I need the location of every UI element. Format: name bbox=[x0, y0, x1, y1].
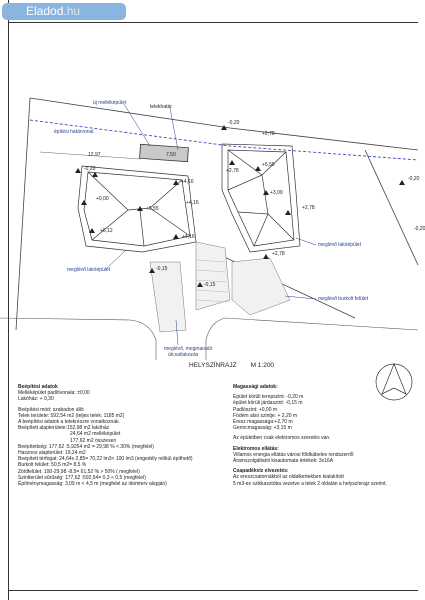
data-line: Villamos energia ellátás városi földkábeles rendszerről bbox=[233, 451, 354, 458]
drawing-title-name: HELYSZÍNRAJZ bbox=[189, 362, 237, 369]
level-value: -0,20 bbox=[414, 226, 425, 232]
plot-boundary bbox=[30, 98, 418, 150]
label-new-outbuilding: új melléképület bbox=[93, 100, 127, 106]
data-line: Gerincmagasság: +3,15 m bbox=[233, 425, 292, 432]
data-line: Építménymagasság: 3,09 m < 4,5 m (megfelel az idomterv alapján) bbox=[18, 481, 167, 488]
heading-rainwater: Csapadékvíz elvezetés: bbox=[233, 468, 289, 475]
data-line: Melléképület padlóvonala: ±0,00 bbox=[18, 390, 90, 397]
level-value: +4,16 bbox=[186, 200, 199, 206]
data-line: Telek területe: 592,54 m2 (teljes telek: 1185 m2) bbox=[18, 412, 125, 419]
level-value: +4,16 bbox=[182, 234, 195, 240]
data-line: Eresz magassága:+2,70 m bbox=[233, 419, 293, 426]
data-line: Hasznos alapterület: 19,24 m2 bbox=[18, 450, 86, 457]
access-road bbox=[0, 318, 418, 360]
logo-suffix: .hu bbox=[63, 4, 81, 18]
level-value: +4,16 bbox=[181, 179, 194, 185]
data-line: Beépítési mód: szabadon álló bbox=[18, 406, 84, 413]
drawing-title bbox=[189, 362, 274, 369]
data-line: 24,64 m2 melléképület bbox=[70, 431, 121, 438]
data-line: Szintterület sűrűség: 177,62 :592,54= 0,3 < 0,5 (megfelel) bbox=[18, 474, 146, 481]
new-outbuilding bbox=[140, 144, 189, 161]
level-value: +0,00 bbox=[96, 196, 109, 202]
label-existing-access-2: útcsatlakozás bbox=[168, 352, 199, 358]
label-dim-750: 7,50 bbox=[166, 152, 176, 158]
data-line: 5 m3-es szikkasztóba vezetve a telek 2 oldalán a helyszínrajz szerint. bbox=[233, 480, 387, 487]
data-line: 177,62 m2 összesen bbox=[70, 437, 117, 444]
data-line: Lakóház: + 0,30 bbox=[18, 396, 54, 403]
heading-height-data: Magassági adatok: bbox=[233, 384, 278, 390]
label-dim-1297: 12,97 bbox=[88, 152, 101, 158]
heading-building-data: Beépítési adatok bbox=[18, 384, 58, 390]
level-value: +2,78 bbox=[226, 168, 239, 174]
label-existing-house-right: meglévő lakóépület bbox=[318, 242, 362, 248]
level-value: -0,20 bbox=[84, 166, 96, 172]
level-value: +2,78 bbox=[262, 131, 275, 137]
eladod-logo-badge[interactable] bbox=[2, 3, 126, 20]
data-line: Beépített térfogat: 24,64x 2,85= 70,22 lm3< 100 lm3 (engedély nélkül építhető) bbox=[18, 456, 193, 463]
level-value: +2,78 bbox=[302, 205, 315, 211]
label-building-line: építési határvonal bbox=[54, 129, 94, 135]
level-value: -0,20 bbox=[228, 120, 240, 126]
drawing-scale: M 1:200 bbox=[250, 362, 275, 369]
level-value: -0,15 bbox=[204, 282, 216, 288]
leader-lines bbox=[106, 104, 316, 345]
data-line: A beépítési adatok a telekrészre vonatkoznak. bbox=[18, 419, 121, 426]
logo-brand: Eladod bbox=[26, 4, 64, 18]
level-value: +5,55 bbox=[146, 206, 159, 212]
heading-electric-supply: Elektromos ellátás: bbox=[233, 445, 279, 452]
data-line: Beépítettség: 177,62 :5,9254 m2 = 29,98 % < 30% (megfelel) bbox=[18, 443, 154, 450]
label-existing-kerb: meglévő burkolt felület bbox=[318, 296, 369, 302]
level-value: -0,15 bbox=[156, 266, 168, 272]
plot-boundary-left bbox=[16, 98, 30, 330]
plot-boundary-right bbox=[365, 150, 418, 265]
data-line: Az épületben csak elektromos szerelés van. bbox=[233, 435, 331, 442]
level-value: +6,12 bbox=[100, 228, 113, 234]
label-existing-access-1: meglévő, megmaradó bbox=[164, 346, 213, 352]
data-line: Beépített alapterülete:152,98 m2 lakóház bbox=[18, 425, 110, 432]
existing-house-left bbox=[78, 166, 196, 252]
level-value: +5,55 bbox=[262, 162, 275, 168]
frame-bottom-line bbox=[8, 590, 418, 591]
data-line: Zöldfelület: 100-29,98 -8,5= 61,52 % > 50% ( megfelel) bbox=[18, 468, 140, 475]
label-plot-boundary: telekhatár bbox=[150, 104, 172, 110]
paved-area bbox=[150, 242, 290, 332]
existing-house-right bbox=[222, 144, 300, 252]
level-value: +3,09 bbox=[270, 190, 283, 196]
data-line: Padlószint: +0,00 m bbox=[233, 406, 278, 413]
building-data-column bbox=[18, 384, 218, 487]
level-value: +2,78 bbox=[272, 251, 285, 257]
height-data-column bbox=[233, 384, 418, 487]
data-line: Épület körüli terepszint: -0,20 m bbox=[233, 394, 304, 401]
label-existing-house-left: meglévő lakóépület bbox=[67, 267, 111, 273]
data-line: épület körüli járdaszint: -0,15 m bbox=[233, 400, 303, 407]
data-line: Áramszolgáltatói kisautomata értékek: 3x16A bbox=[233, 458, 334, 465]
level-value: -0,20 bbox=[408, 176, 420, 182]
data-line: Az ereszcsatornákból az oldalkertekben kialakított bbox=[233, 474, 344, 481]
data-line: Födém alsó szintje: + 2,20 m bbox=[233, 412, 298, 419]
data-line: Burkolt felület: 50,5 m2= 8,5 % bbox=[18, 462, 87, 469]
